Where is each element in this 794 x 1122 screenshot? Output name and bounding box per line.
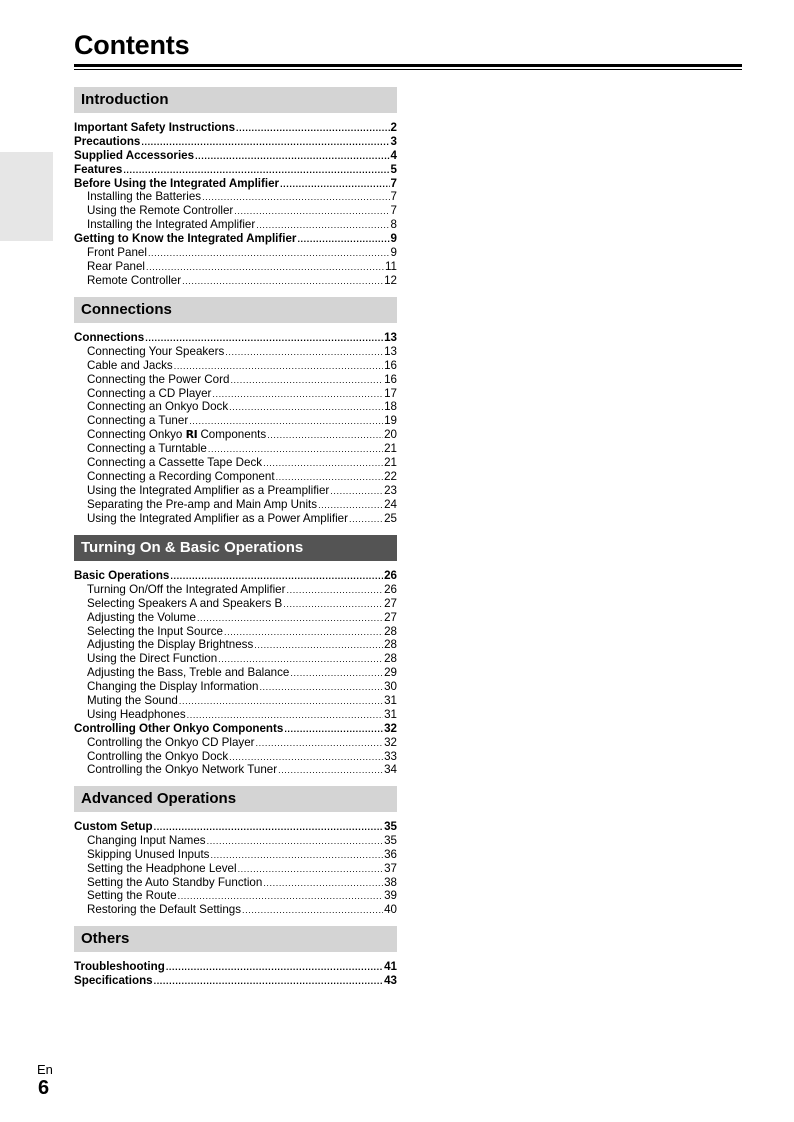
toc-subentry[interactable] (74, 498, 397, 512)
leader-dots (154, 975, 383, 989)
toc-subentry[interactable] (74, 359, 397, 373)
toc-entry-label: Before Using the Integrated Amplifier (74, 176, 280, 190)
toc-entry-page: 32 (384, 735, 397, 749)
toc-entry-label: Selecting the Input Source (87, 624, 223, 638)
title-rule-thick (74, 64, 742, 67)
toc-entry-page: 30 (384, 680, 397, 694)
toc-entry-label: Adjusting the Display Brightness (87, 638, 254, 652)
leader-dots (254, 639, 383, 653)
toc-entry-label: Controlling the Onkyo Dock (87, 749, 229, 763)
toc-subentry[interactable] (74, 373, 397, 387)
toc-entry-page: 20 (384, 428, 397, 442)
toc-entry-label: Connecting a Tuner (87, 414, 189, 428)
toc-entry[interactable] (74, 820, 397, 834)
toc-section-connections (74, 297, 397, 525)
leader-dots (202, 191, 389, 205)
leader-dots (229, 751, 383, 765)
leader-dots (283, 598, 383, 612)
leader-dots (170, 570, 383, 584)
toc-entry-label: Selecting Speakers A and Speakers B (87, 596, 283, 610)
toc-entry-label: Using the Remote Controller (87, 204, 234, 218)
toc-entry-page: 7 (390, 190, 397, 204)
toc-entry-page: 13 (384, 331, 397, 344)
toc-entry-label: Connecting a Cassette Tape Deck (87, 456, 263, 470)
leader-dots (287, 584, 384, 598)
leader-dots (218, 653, 383, 667)
toc-entry-label: Adjusting the Bass, Treble and Balance (87, 666, 290, 680)
toc-subentry[interactable] (74, 400, 397, 414)
toc-entry-label: Setting the Route (87, 889, 177, 903)
toc-entry-page: 19 (384, 414, 397, 428)
toc-entry-label: Setting the Auto Standby Function (87, 875, 263, 889)
toc-subentry[interactable] (74, 638, 397, 652)
toc-entry-page: 26 (384, 582, 397, 596)
toc-entry[interactable] (74, 177, 397, 191)
toc-entry-label: Separating the Pre-amp and Main Amp Units (87, 497, 318, 511)
toc-entry-page: 33 (384, 749, 397, 763)
toc-entry-page: 25 (384, 511, 397, 525)
title-rule-thin (74, 69, 742, 70)
leader-dots (330, 485, 383, 499)
leader-dots (141, 136, 389, 150)
toc-entry-page: 35 (384, 833, 397, 847)
toc-entry[interactable] (74, 331, 397, 345)
toc-entry-label: Skipping Unused Inputs (87, 847, 210, 861)
toc-entry[interactable] (74, 232, 397, 246)
toc-entry-page: 4 (390, 148, 397, 162)
toc-entry-page: 36 (384, 847, 397, 861)
leader-dots (259, 681, 383, 695)
toc-subentry[interactable] (74, 414, 397, 428)
section-header-others: Others (74, 926, 397, 952)
toc-entry-label: Connecting a Turntable (87, 442, 207, 456)
toc-entry-page: 43 (384, 973, 397, 987)
leader-dots (230, 374, 383, 388)
section-header-introduction: Introduction (74, 87, 397, 113)
toc-entry-page: 7 (390, 204, 397, 218)
toc-entry-label: Restoring the Default Settings (87, 903, 242, 917)
toc-subentry[interactable] (74, 834, 397, 848)
toc-entry-page: 26 (384, 569, 397, 582)
toc-subentry[interactable] (74, 876, 397, 890)
leader-dots (178, 890, 384, 904)
leader-dots (318, 499, 383, 513)
toc-subentry[interactable] (74, 456, 397, 470)
toc-entry-page: 16 (384, 358, 397, 372)
leader-dots (195, 150, 389, 164)
toc-entry-label: Cable and Jacks (87, 358, 173, 372)
toc-entry-label: Muting the Sound (87, 694, 178, 708)
toc-entry-page: 7 (390, 176, 397, 190)
toc-subentry[interactable] (74, 190, 397, 204)
toc-entry-page: 40 (384, 903, 397, 917)
toc-entry-label-prefix: Connecting Onkyo (87, 428, 183, 442)
toc-entry[interactable] (74, 569, 397, 583)
toc-entry-label: Controlling the Onkyo CD Player (87, 735, 255, 749)
toc-entry-label: Features (74, 162, 123, 176)
toc-subentry[interactable] (74, 611, 397, 625)
toc-entry-label: Connecting a Recording Component (87, 469, 275, 483)
toc-entry-page: 2 (390, 121, 397, 134)
toc-entry-label: Rear Panel (87, 259, 146, 273)
toc-entry-page: 31 (384, 707, 397, 721)
leader-dots (189, 415, 383, 429)
toc-subentry[interactable] (74, 750, 397, 764)
leader-dots (154, 821, 384, 835)
toc-subentry[interactable] (74, 345, 397, 359)
toc-entry[interactable] (74, 121, 397, 135)
leader-dots (225, 346, 383, 360)
leader-dots (267, 429, 383, 443)
toc-entry-page: 28 (384, 624, 397, 638)
toc-entry-label: Turning On/Off the Integrated Amplifier (87, 582, 286, 596)
toc-entry-page: 31 (384, 694, 397, 708)
leader-dots (166, 961, 383, 975)
leader-dots (212, 388, 383, 402)
toc-entry-label: Connections (74, 331, 145, 344)
toc-entry-page: 16 (384, 372, 397, 386)
leader-dots (229, 401, 383, 415)
toc-subentry[interactable] (74, 708, 397, 722)
leader-dots (145, 332, 383, 346)
footer-page-number: 6 (38, 1077, 50, 1099)
toc-entry-label: Basic Operations (74, 569, 170, 582)
toc-entry-page: 9 (390, 232, 397, 246)
toc-subentry[interactable] (74, 680, 397, 694)
toc-entry-label: Troubleshooting (74, 960, 165, 973)
toc-entry-label: Installing the Batteries (87, 190, 202, 204)
toc-entry-label: Using Headphones (87, 707, 186, 721)
toc-entry-page: 41 (384, 960, 397, 973)
toc-entry-page: 22 (384, 469, 397, 483)
toc-entry-page: 27 (384, 596, 397, 610)
leader-dots (123, 164, 389, 178)
toc-section-introduction (74, 87, 397, 288)
toc-entry-page: 11 (384, 259, 397, 273)
leader-dots (182, 275, 383, 289)
leader-dots (349, 513, 383, 527)
leader-dots (290, 667, 383, 681)
toc-entry-label: Front Panel (87, 246, 147, 260)
toc-entry-label: Remote Controller (87, 273, 182, 287)
toc-entry-page: 21 (384, 456, 397, 470)
leader-dots (148, 247, 390, 261)
toc-entry-label: Important Safety Instructions (74, 121, 236, 134)
leader-dots (263, 457, 383, 471)
toc-entry[interactable] (74, 974, 397, 988)
toc-subentry[interactable] (74, 512, 397, 526)
section-header-basic-operations: Turning On & Basic Operations (74, 535, 397, 561)
toc-entry[interactable] (74, 722, 397, 736)
toc-section-advanced-operations (74, 786, 397, 917)
toc-entry-label: Supplied Accessories (74, 148, 195, 162)
toc-entry-page: 13 (384, 344, 397, 358)
leader-dots (174, 360, 383, 374)
toc-entry-page: 18 (384, 400, 397, 414)
toc-entry-page: 17 (384, 386, 397, 400)
toc-subentry[interactable] (74, 862, 397, 876)
toc-entry-label-suffix: Components (200, 428, 267, 442)
leader-dots (242, 904, 383, 918)
toc-entry-label (87, 428, 266, 442)
toc-entry-label: Changing Input Names (87, 833, 206, 847)
toc-subentry[interactable] (74, 848, 397, 862)
leader-dots (238, 863, 384, 877)
toc-subentry[interactable] (74, 597, 397, 611)
toc-entry[interactable] (74, 960, 397, 974)
toc-subentry[interactable] (74, 204, 397, 218)
toc-entry-label: Connecting an Onkyo Dock (87, 400, 229, 414)
leader-dots (187, 709, 383, 723)
toc-entry-label: Controlling the Onkyo Network Tuner (87, 763, 278, 777)
leader-dots (208, 443, 383, 457)
side-tab-marker (0, 152, 53, 241)
toc-entry-page: 9 (390, 246, 397, 260)
toc-subentry[interactable] (74, 583, 397, 597)
toc-entry-label: Installing the Integrated Amplifier (87, 218, 256, 232)
toc-entry-page: 5 (390, 162, 397, 176)
toc-section-basic-operations (74, 535, 397, 777)
toc-entry-page: 27 (384, 610, 397, 624)
toc-entry-page: 28 (384, 652, 397, 666)
toc-entry-page: 38 (384, 875, 397, 889)
leader-dots (263, 877, 383, 891)
leader-dots (297, 233, 389, 247)
toc-entry-page: 39 (384, 889, 397, 903)
toc-entry[interactable] (74, 163, 397, 177)
toc-entry-label: Specifications (74, 973, 153, 987)
toc-subentry[interactable] (74, 903, 397, 917)
leader-dots (278, 764, 383, 778)
toc-entry-page: 3 (390, 134, 397, 148)
toc-entry-page: 32 (384, 721, 397, 735)
toc-entry-page: 12 (384, 273, 397, 287)
toc-entry-label: Changing the Display Information (87, 680, 259, 694)
leader-dots (284, 723, 383, 737)
toc-subentry[interactable] (74, 246, 397, 260)
toc-entry-page: 21 (384, 442, 397, 456)
toc-entry-page: 24 (384, 497, 397, 511)
ri-logo-icon: RI (185, 428, 198, 442)
leader-dots (179, 695, 383, 709)
toc-entry-label: Using the Direct Function (87, 652, 218, 666)
toc-entry-label: Getting to Know the Integrated Amplifier (74, 232, 297, 246)
toc-entry-page: 34 (384, 763, 397, 777)
section-header-advanced-operations: Advanced Operations (74, 786, 397, 812)
toc-subentry[interactable] (74, 484, 397, 498)
toc-subentry[interactable] (74, 274, 397, 288)
toc-entry-label: Connecting a CD Player (87, 386, 212, 400)
toc-subentry[interactable] (74, 428, 397, 442)
toc-entry-page: 29 (384, 666, 397, 680)
toc-entry-page: 28 (384, 638, 397, 652)
section-header-connections: Connections (74, 297, 397, 323)
leader-dots (234, 205, 389, 219)
toc-entry-label: Using the Integrated Amplifier as a Power Amplifier (87, 511, 348, 525)
leader-dots (276, 471, 384, 485)
toc-entry-label: Using the Integrated Amplifier as a Preamplifier (87, 483, 330, 497)
toc-entry-label: Setting the Headphone Level (87, 861, 237, 875)
toc-entry-label: Adjusting the Volume (87, 610, 196, 624)
toc-entry[interactable] (74, 135, 397, 149)
toc-subentry[interactable] (74, 652, 397, 666)
toc-entry[interactable] (74, 149, 397, 163)
toc-entry-label: Controlling Other Onkyo Components (74, 721, 284, 735)
toc-subentry[interactable] (74, 666, 397, 680)
leader-dots (224, 626, 383, 640)
leader-dots (210, 849, 383, 863)
toc-subentry[interactable] (74, 763, 397, 777)
page-title: Contents (74, 30, 190, 60)
leader-dots (256, 737, 384, 751)
toc-entry-page: 37 (384, 861, 397, 875)
toc-entry-page: 8 (390, 218, 397, 232)
toc-section-others (74, 926, 397, 988)
toc-subentry[interactable] (74, 736, 397, 750)
toc-subentry[interactable] (74, 218, 397, 232)
leader-dots (236, 122, 390, 136)
leader-dots (146, 261, 384, 275)
toc-entry-page: 35 (384, 820, 397, 833)
toc-subentry[interactable] (74, 260, 397, 274)
toc-subentry[interactable] (74, 625, 397, 639)
leader-dots (280, 178, 389, 192)
toc-entry-label: Custom Setup (74, 820, 153, 833)
toc-entry-label: Connecting the Power Cord (87, 372, 230, 386)
toc-entry-page: 23 (384, 483, 397, 497)
toc-subentry[interactable] (74, 889, 397, 903)
footer-language: En (37, 1062, 53, 1077)
toc-entry-label: Precautions (74, 134, 141, 148)
toc-subentry[interactable] (74, 387, 397, 401)
leader-dots (207, 835, 384, 849)
toc-subentry[interactable] (74, 470, 397, 484)
toc-subentry[interactable] (74, 694, 397, 708)
leader-dots (256, 219, 389, 233)
leader-dots (197, 612, 383, 626)
toc-entry-label: Connecting Your Speakers (87, 344, 225, 358)
toc-subentry[interactable] (74, 442, 397, 456)
